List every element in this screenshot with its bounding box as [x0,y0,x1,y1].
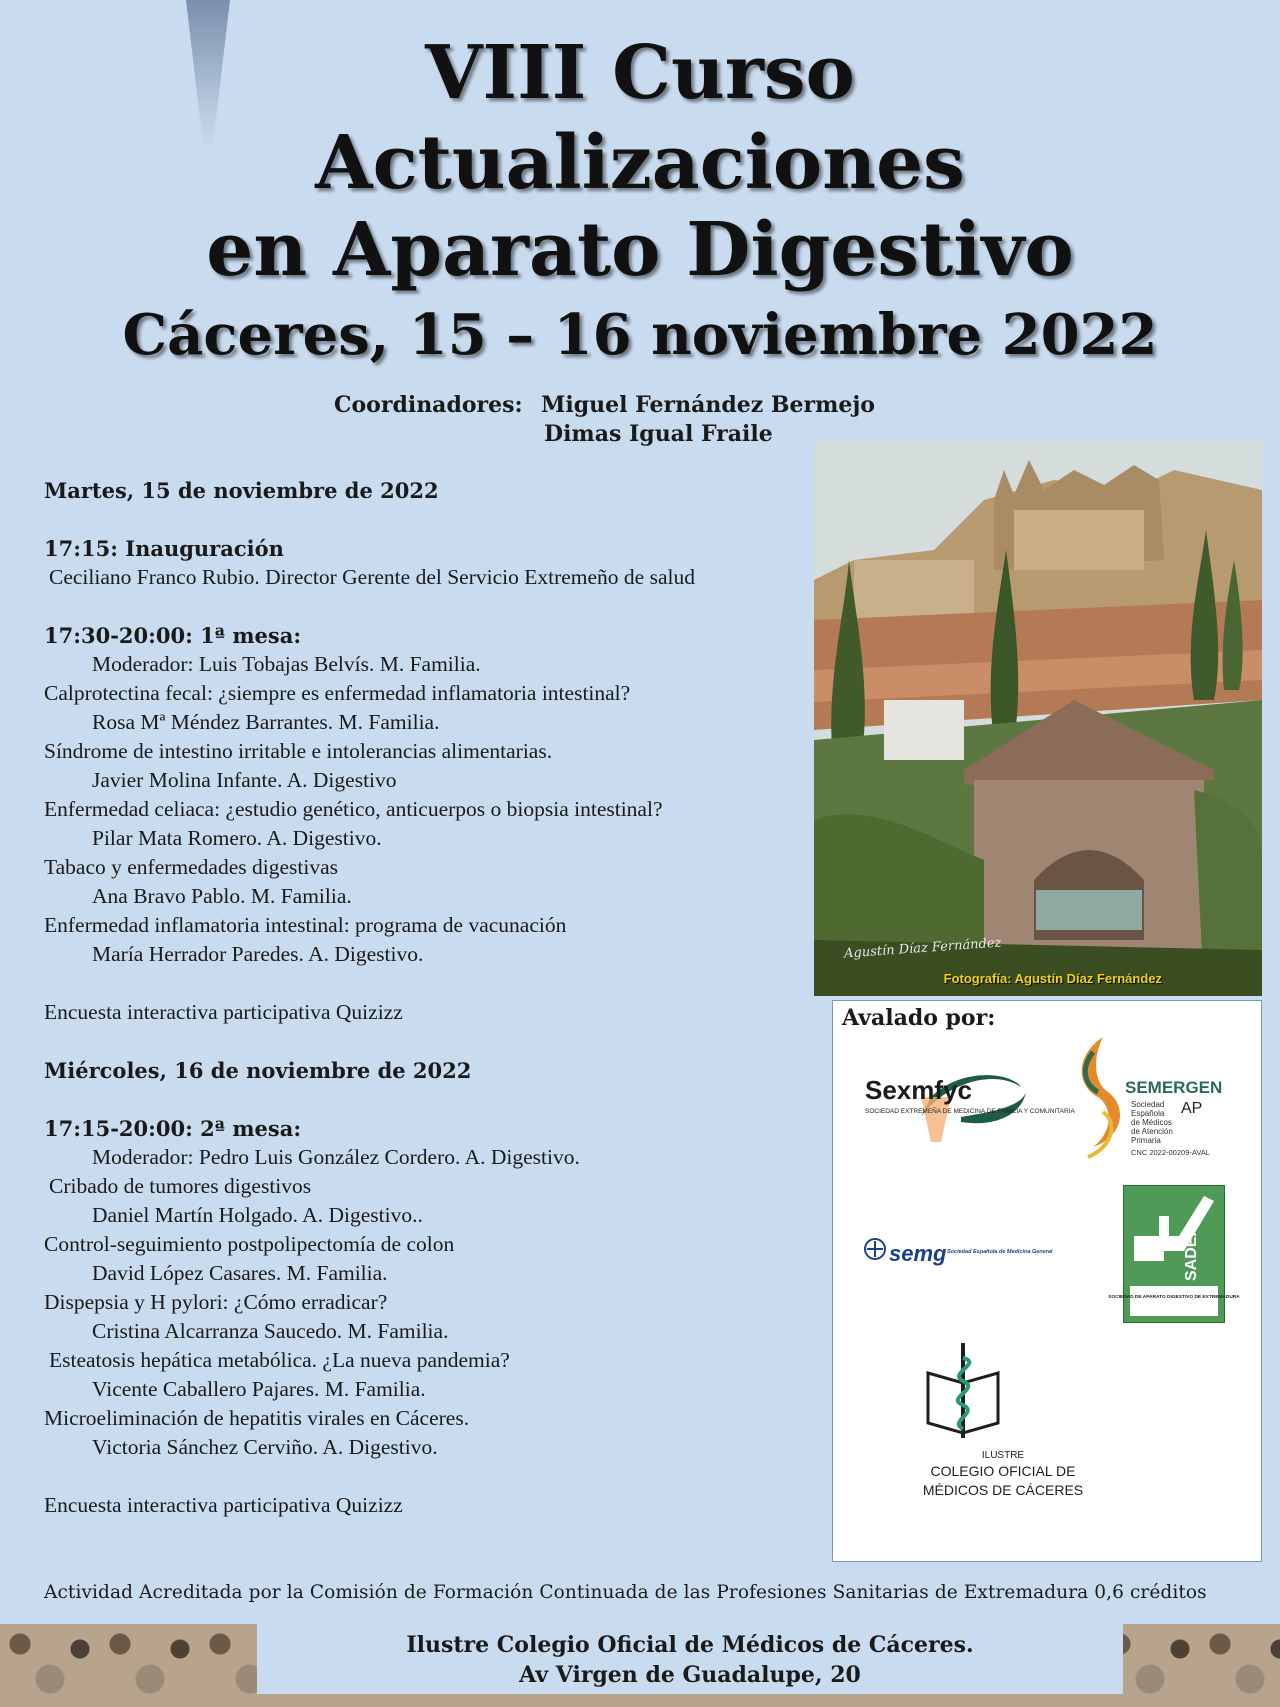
title-line-3: en Aparato Digestivo [206,207,1074,293]
opening-title: 17:15: Inauguración [44,536,284,561]
session-1-topic: Síndrome de intestino irritable e intolerancias alimentarias. [44,739,553,763]
session-2-topic: Control-seguimiento postpolipectomía de colon [44,1232,455,1256]
semergen-sub: de Médicos [1131,1118,1172,1127]
semergen-sub: Primaria [1131,1136,1161,1145]
session-2-moderator: Moderador: Pedro Luis González Cordero. A. Digestivo. [92,1145,580,1169]
endorsement-title: Avalado por: [842,1005,996,1031]
semergen-sub: Sociedad [1131,1100,1165,1109]
session-2-topic: Cribado de tumores digestivos [49,1174,312,1198]
coordinators-label: Coordinadores: [334,392,523,418]
session-1-moderator: Moderador: Luis Tobajas Belvís. M. Familia. [92,652,481,676]
sadex-subtitle: SOCIEDAD DE APARATO DIGESTIVO DE EXTREMADURA [1108,1295,1240,1300]
title-line-2: Actualizaciones [315,120,965,206]
session-1-topic: Enfermedad celiaca: ¿estudio genético, anticuerpos o biopsia intestinal? [44,797,663,821]
semergen-logo [1073,1027,1233,1167]
session-2-speaker: Victoria Sánchez Cerviño. A. Digestivo. [92,1435,438,1459]
caceres-photo [814,440,1262,996]
session-2-topic: Microeliminación de hepatitis virales en Cáceres. [44,1406,470,1430]
session-2-speaker: Daniel Martín Holgado. A. Digestivo.. [92,1203,423,1227]
sexmfyc-subtitle: SOCIEDAD EXTREMEÑA DE MEDICINA DE FAMILIA Y COMUNITARIA [865,1108,1075,1115]
sexmfyc-name: Sexmfyc [865,1075,972,1105]
semergen-code: CNC 2022-00209-AVAL [1131,1148,1210,1157]
semg-subtitle: Sociedad Española de Medicina General [947,1249,1053,1255]
colegio-medicos-logo [893,1343,1123,1513]
coordinator-name-1: Miguel Fernández Bermejo [541,392,875,418]
sexmfyc-logo [861,1057,1075,1147]
program-schedule [44,476,814,1520]
day-2-heading: Miércoles, 16 de noviembre de 2022 [44,1058,472,1083]
title-line-1: VIII Curso [425,30,855,116]
endorsement-panel [832,1000,1262,1562]
opening-text: Ceciliano Franco Rubio. Director Gerente del Servicio Extremeño de salud [49,565,695,589]
semg-name: semg [889,1241,947,1266]
footer-address [257,1624,1123,1694]
footer-line-2: Av Virgen de Guadalupe, 20 [519,1662,861,1688]
survey-2: Encuesta interactiva participativa Quizizz [44,1493,403,1517]
colegio-line-1: ILUSTRE [981,1450,1025,1461]
session-1-title: 17:30-20:00: 1ª mesa: [44,623,302,648]
session-1-speaker: Ana Bravo Pablo. M. Familia. [92,884,352,908]
colegio-line-2: COLEGIO OFICIAL DE [930,1463,1076,1479]
session-1-topic: Calprotectina fecal: ¿siempre es enfermedad inflamatoria intestinal? [44,681,631,705]
session-1-topic: Tabaco y enfermedades digestivas [44,855,338,879]
semergen-sub: de Atención [1131,1127,1173,1136]
session-1-speaker: Javier Molina Infante. A. Digestivo [92,768,397,792]
semergen-name: SEMERGEN [1125,1078,1223,1097]
sadex-logo [1108,1185,1240,1323]
session-2-topic: Esteatosis hepática metabólica. ¿La nueva pandemia? [49,1348,510,1372]
session-1-speaker: Pilar Mata Romero. A. Digestivo. [92,826,382,850]
session-2-speaker: Vicente Caballero Pajares. M. Familia. [92,1377,426,1401]
session-2-speaker: David López Casares. M. Familia. [92,1261,388,1285]
semergen-sub: Española [1131,1109,1165,1118]
photo-signature: Agustín Díaz Fernández [843,935,1002,962]
session-2-title: 17:15-20:00: 2ª mesa: [44,1116,302,1141]
colegio-line-3: MÉDICOS DE CÁCERES [922,1482,1084,1498]
semg-logo [863,1233,1053,1273]
session-1-topic: Enfermedad inflamatoria intestinal: programa de vacunación [44,913,567,937]
session-1-speaker: Rosa Mª Méndez Barrantes. M. Familia. [92,710,440,734]
accreditation-note: Actividad Acreditada por la Comisión de Formación Continuada de las Profesiones Sanitarias de Extremadura 0,6 créditos [44,1582,1207,1603]
sadex-name: SADEX [1183,1225,1200,1281]
event-dates: Cáceres, 15 – 16 noviembre 2022 [122,302,1158,368]
survey-1: Encuesta interactiva participativa Quizizz [44,1000,403,1024]
semergen-ap: AP [1181,1100,1203,1117]
photo-credit: Fotografía: Agustín Díaz Fernández [943,971,1162,986]
session-2-speaker: Cristina Alcarranza Saucedo. M. Familia. [92,1319,449,1343]
footer-line-1: Ilustre Colegio Oficial de Médicos de Cáceres. [406,1632,974,1658]
coordinator-name-2: Dimas Igual Fraile [544,421,773,447]
session-2-topic: Dispepsia y H pylori: ¿Cómo erradicar? [44,1290,388,1314]
session-1-speaker: María Herrador Paredes. A. Digestivo. [92,942,424,966]
day-1-heading: Martes, 15 de noviembre de 2022 [44,478,439,503]
